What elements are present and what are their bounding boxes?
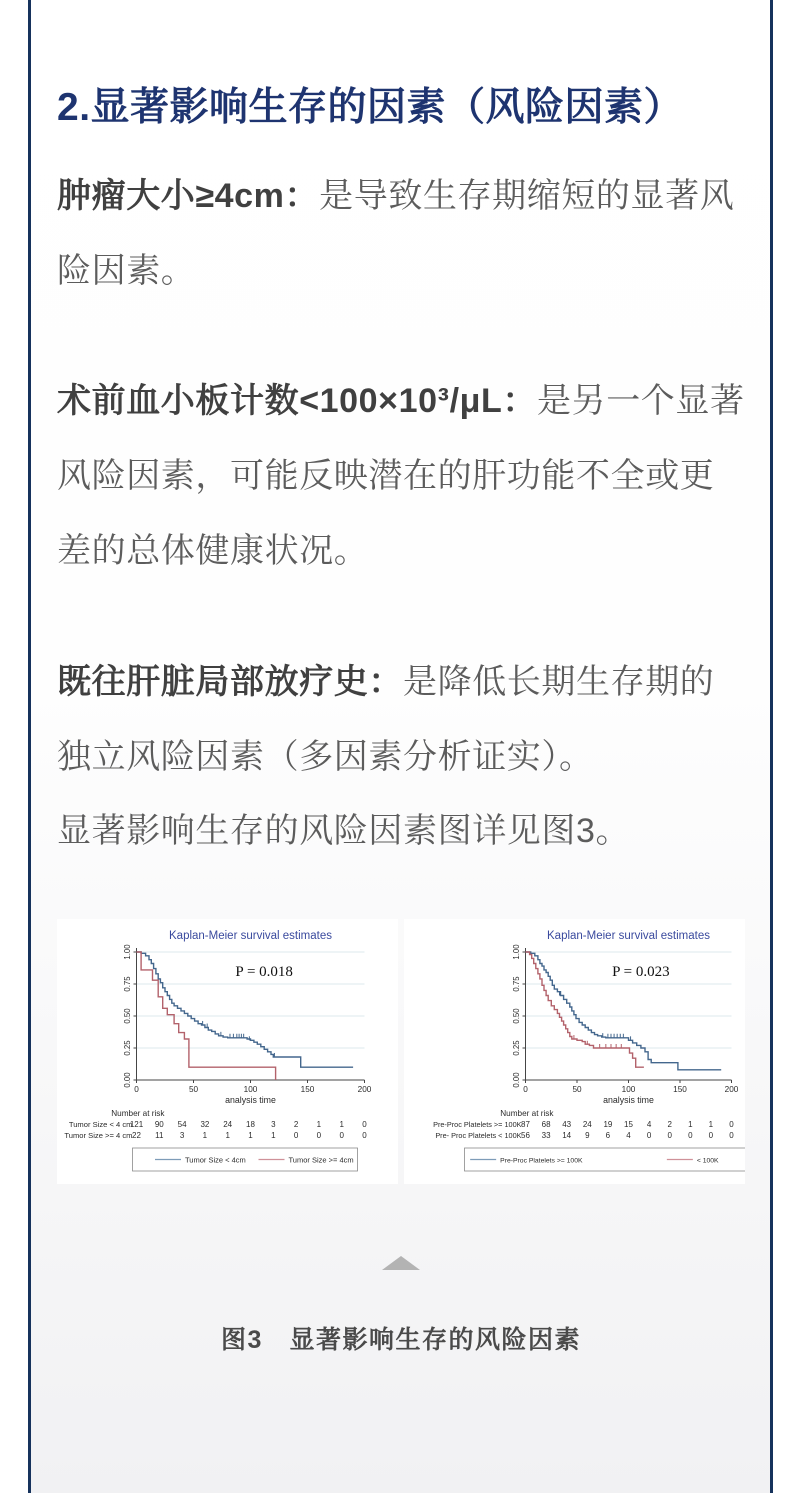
risk-value: 9 <box>585 1131 590 1141</box>
risk-value: 18 <box>246 1120 255 1130</box>
paragraph-figure-reference-body: 显著影响生存的风险因素图详见图3。 <box>57 812 631 851</box>
risk-value: 0 <box>646 1131 652 1141</box>
paragraph-radiotherapy-body: 是降低长期生存期的独立风险因素（多因素分析证实）。 <box>57 662 715 776</box>
risk-value: 15 <box>624 1120 633 1130</box>
x-axis-label: analysis time <box>225 1095 276 1106</box>
x-tick-label: 100 <box>243 1085 258 1095</box>
risk-value: 0 <box>729 1120 734 1130</box>
paragraph-radiotherapy-lead: 既往肝脏局部放疗史： <box>57 662 403 701</box>
figure-3 <box>57 919 745 1184</box>
km-chart-platelets <box>404 919 745 1184</box>
x-axis-label: analysis time <box>603 1095 654 1106</box>
p-value-annotation: P = 0.023 <box>612 964 670 981</box>
figure-caption: 图3 显著影响生存的风险因素 <box>221 1326 581 1355</box>
y-tick-label: 0.25 <box>123 1040 132 1056</box>
y-tick-label: 0.00 <box>512 1072 521 1088</box>
x-tick-label: 0 <box>523 1085 528 1095</box>
risk-value: 11 <box>155 1131 164 1141</box>
risk-value: 3 <box>179 1131 185 1141</box>
y-tick-label: 1.00 <box>512 944 521 960</box>
risk-value: 121 <box>129 1120 144 1130</box>
legend-label: < 100K <box>696 1157 719 1165</box>
p-value-annotation: P = 0.018 <box>235 964 293 981</box>
number-at-risk-header: Number at risk <box>500 1109 554 1119</box>
right-border-line <box>770 0 773 1493</box>
risk-value: 90 <box>154 1120 164 1130</box>
y-tick-label: 0.00 <box>123 1072 132 1088</box>
collapse-arrow-icon[interactable] <box>382 1256 420 1270</box>
risk-value: 14 <box>562 1131 572 1141</box>
chart-title: Kaplan-Meier survival estimates <box>169 930 332 943</box>
risk-value: 4 <box>646 1120 652 1130</box>
legend-label: Pre-Proc Platelets >= 100K <box>500 1157 583 1165</box>
risk-value: 1 <box>708 1120 714 1130</box>
paragraph-tumor-size <box>57 159 745 309</box>
risk-value: 43 <box>562 1120 572 1130</box>
risk-value: 19 <box>603 1120 613 1130</box>
risk-row-label: Pre- Proc Platelets < 100K <box>435 1131 522 1141</box>
risk-row-label: Pre-Proc Platelets >= 100K <box>433 1120 522 1130</box>
x-tick-label: 50 <box>188 1085 199 1095</box>
number-at-risk-header: Number at risk <box>111 1109 165 1119</box>
paragraph-platelets <box>57 364 745 588</box>
risk-value: 0 <box>362 1131 367 1141</box>
risk-value: 1 <box>248 1131 253 1141</box>
x-tick-label: 150 <box>300 1085 315 1095</box>
risk-value: 1 <box>688 1120 693 1130</box>
x-tick-label: 150 <box>673 1085 687 1095</box>
paragraph-tumor-size-lead: 肿瘤大小≥4cm： <box>57 176 320 215</box>
paragraph-platelets-body: 是另一个显著风险因素，可能反映潜在的肝功能不全或更差的总体健康状况。 <box>57 382 745 570</box>
risk-value: 0 <box>316 1131 322 1141</box>
risk-value: 0 <box>708 1131 714 1141</box>
risk-value: 24 <box>582 1120 592 1130</box>
risk-value: 2 <box>293 1120 299 1130</box>
risk-value: 1 <box>202 1131 208 1141</box>
legend-label: Tumor Size >= 4cm <box>288 1155 354 1165</box>
x-tick-label: 200 <box>724 1085 739 1095</box>
risk-value: 0 <box>339 1131 344 1141</box>
x-tick-label: 100 <box>621 1085 636 1095</box>
y-tick-label: 0.50 <box>512 1008 521 1024</box>
x-tick-label: 200 <box>357 1085 372 1095</box>
section-heading: 2.显著影响生存的因素（风险因素） <box>57 86 684 129</box>
chart-background <box>405 919 745 1184</box>
risk-value: 0 <box>688 1131 693 1141</box>
risk-value: 1 <box>225 1131 230 1141</box>
km-chart-tumor-size <box>57 919 398 1184</box>
chart-background <box>58 919 398 1184</box>
risk-value: 1 <box>316 1120 322 1130</box>
risk-value: 6 <box>605 1131 611 1141</box>
paragraph-figure-reference <box>57 794 745 869</box>
y-tick-label: 0.50 <box>123 1008 132 1024</box>
risk-value: 32 <box>200 1120 210 1130</box>
risk-value: 0 <box>729 1131 734 1141</box>
risk-value: 24 <box>223 1120 233 1130</box>
risk-value: 3 <box>271 1120 276 1130</box>
y-tick-label: 0.25 <box>512 1040 521 1056</box>
paragraph-platelets-lead: 术前血小板计数<100×10³/μL： <box>57 382 537 421</box>
legend-label: Tumor Size < 4cm <box>185 1155 246 1165</box>
risk-value: 54 <box>177 1120 187 1130</box>
paragraph-radiotherapy <box>57 645 745 795</box>
risk-value: 56 <box>521 1131 530 1141</box>
x-tick-label: 50 <box>572 1085 582 1095</box>
risk-value: 33 <box>541 1131 551 1141</box>
risk-value: 0 <box>667 1131 672 1141</box>
y-tick-label: 0.75 <box>123 976 132 992</box>
risk-row-label: Tumor Size < 4 cm <box>68 1120 133 1130</box>
risk-value: 68 <box>541 1120 551 1130</box>
risk-value: 2 <box>667 1120 672 1130</box>
risk-value: 87 <box>521 1120 530 1130</box>
risk-value: 4 <box>626 1131 631 1141</box>
chart-title: Kaplan-Meier survival estimates <box>547 930 710 943</box>
paragraph-tumor-size-body: 是导致生存期缩短的显著风险因素。 <box>57 176 735 290</box>
article-content <box>31 0 770 1493</box>
risk-value: 0 <box>362 1120 367 1130</box>
y-tick-label: 0.75 <box>512 976 521 992</box>
risk-row-label: Tumor Size >= 4 cm <box>64 1131 133 1141</box>
risk-value: 0 <box>293 1131 299 1141</box>
risk-value: 1 <box>339 1120 344 1130</box>
risk-value: 22 <box>132 1131 141 1141</box>
y-tick-label: 1.00 <box>123 944 132 960</box>
risk-value: 1 <box>271 1131 276 1141</box>
x-tick-label: 0 <box>134 1085 139 1095</box>
